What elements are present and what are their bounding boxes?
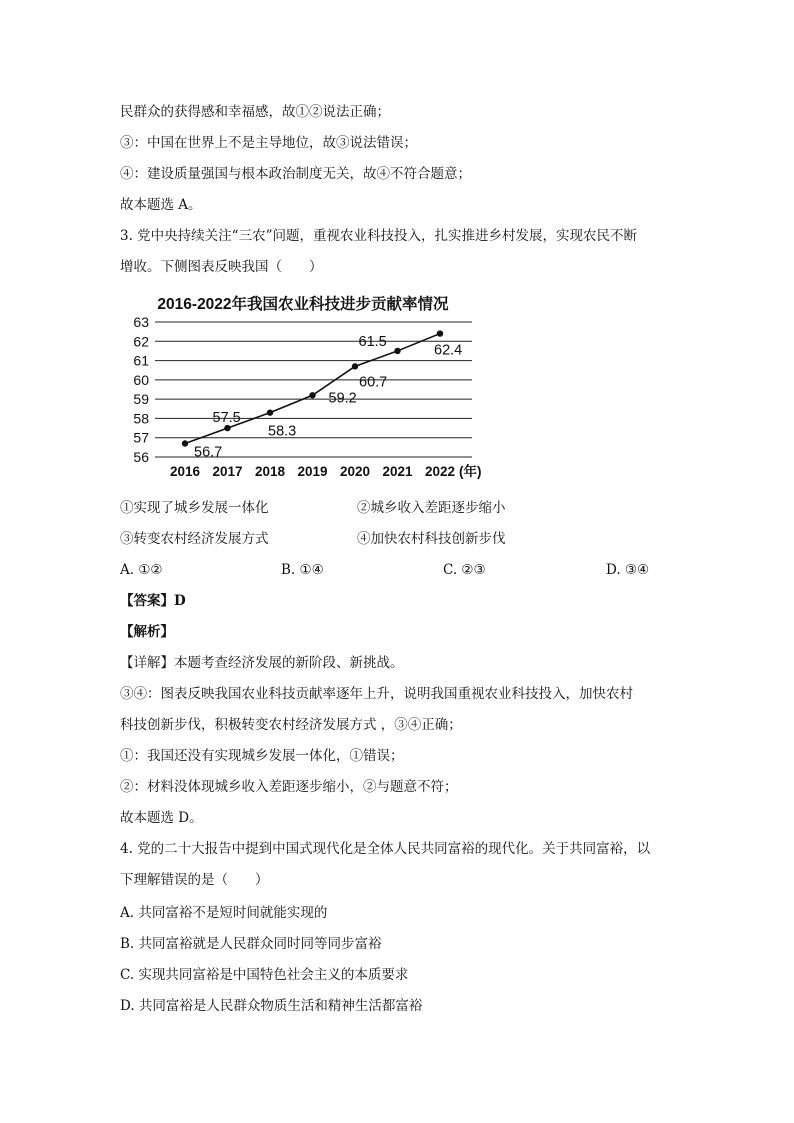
data-label: 57.5 (212, 410, 241, 427)
question-3-stem: 3. 党中央持续关注“三农”问题，重视农业科技投入，扎实推进乡村发展，实现农民不断 (120, 228, 637, 244)
x-tick-label: 2019 (297, 464, 328, 479)
text-line: 故本题选 A。 (120, 197, 202, 213)
question-4-stem: 4. 党的二十大报告中提到中国式现代化是全体人民共同富裕的现代化。关于共同富裕，以 (120, 841, 651, 857)
series-line-layer (185, 334, 440, 444)
question-4-stem-cont: 下理解错误的是（ ） (120, 872, 269, 888)
analysis-label: 【解析】 (120, 624, 174, 640)
y-tick-label: 62 (133, 333, 149, 350)
contribution-rate-chart (120, 290, 500, 480)
data-point (394, 348, 400, 354)
statement-3: ③转变农村经济发展方式 (120, 531, 269, 547)
y-tick-label: 61 (133, 352, 149, 369)
answer: 【答案】D (120, 593, 186, 609)
y-axis-ticks (133, 314, 149, 465)
q4-option-d: D. 共同富裕是人民群众物质生活和精神生活都富裕 (120, 998, 423, 1014)
explanation-line: ③④：图表反映我国农业科技贡献率逐年上升，说明我国重视农业科技投入，加快农村 (120, 686, 633, 702)
text-line: ④：建设质量强国与根本政治制度无关，故④不符合题意； (120, 166, 471, 182)
explanation-line: 故本题选 D。 (120, 810, 203, 826)
x-tick-label: 2021 (382, 464, 413, 479)
y-tick-label: 57 (133, 429, 149, 446)
x-tick-label: 2022 (424, 464, 456, 479)
statement-4: ④加快农村科技创新步伐 (357, 531, 506, 547)
explanation-line: ②：材料没体现城乡收入差距逐步缩小，②与题意不符； (120, 779, 458, 795)
y-tick-label: 58 (133, 410, 149, 427)
question-3-stem-cont: 增收。下侧图表反映我国（ ） (120, 259, 323, 275)
q4-option-c: C. 实现共同富裕是中国特色社会主义的本质要求 (120, 967, 409, 983)
data-label: 58.3 (268, 423, 297, 440)
x-axis-unit: (年) (459, 464, 482, 479)
series-line (185, 334, 440, 444)
data-label: 59.2 (328, 390, 357, 407)
data-point (309, 392, 315, 398)
statement-1: ①实现了城乡发展一体化 (120, 500, 269, 516)
detail-line: 【详解】本题考查经济发展的新阶段、新挑战。 (120, 655, 404, 671)
text-line: 民群众的获得感和幸福感，故①②说法正确； (120, 104, 390, 120)
x-tick-label: 2016 (169, 464, 201, 479)
x-tick-label: 2017 (212, 464, 243, 479)
data-label: 62.4 (434, 342, 463, 359)
data-point (182, 440, 188, 446)
y-tick-label: 60 (133, 371, 149, 388)
explanation-line: ①：我国还没有实现城乡发展一体化，①错误； (120, 748, 404, 764)
chart-title: 2016-2022年我国农业科技进步贡献率情况 (157, 296, 449, 313)
data-point (352, 363, 358, 369)
data-point (437, 330, 443, 336)
q4-option-a: A. 共同富裕不是短时间就能实现的 (120, 905, 328, 921)
data-label: 56.7 (194, 444, 223, 461)
x-tick-label: 2018 (254, 464, 286, 479)
data-label: 61.5 (358, 333, 387, 350)
option-d: D. ③④ (606, 562, 650, 578)
x-axis-ticks (170, 463, 482, 479)
y-tick-label: 63 (133, 314, 149, 330)
option-b: B. ①④ (281, 562, 324, 578)
q4-option-b: B. 共同富裕就是人民群众同时同等同步富裕 (120, 936, 382, 952)
text-line: ③：中国在世界上不是主导地位，故③说法错误； (120, 135, 417, 151)
data-labels (194, 334, 462, 461)
y-tick-label: 56 (133, 449, 149, 465)
option-a: A. ①② (120, 562, 163, 578)
option-c: C. ②③ (443, 562, 486, 578)
statement-2: ②城乡收入差距逐步缩小 (357, 500, 506, 516)
y-tick-label: 59 (133, 391, 149, 408)
explanation-line: 科技创新步伐，积极转变农村经济发展方式 ，③④正确； (120, 717, 462, 733)
x-tick-label: 2020 (339, 464, 371, 479)
data-label: 60.7 (359, 374, 388, 391)
data-point (267, 409, 273, 415)
